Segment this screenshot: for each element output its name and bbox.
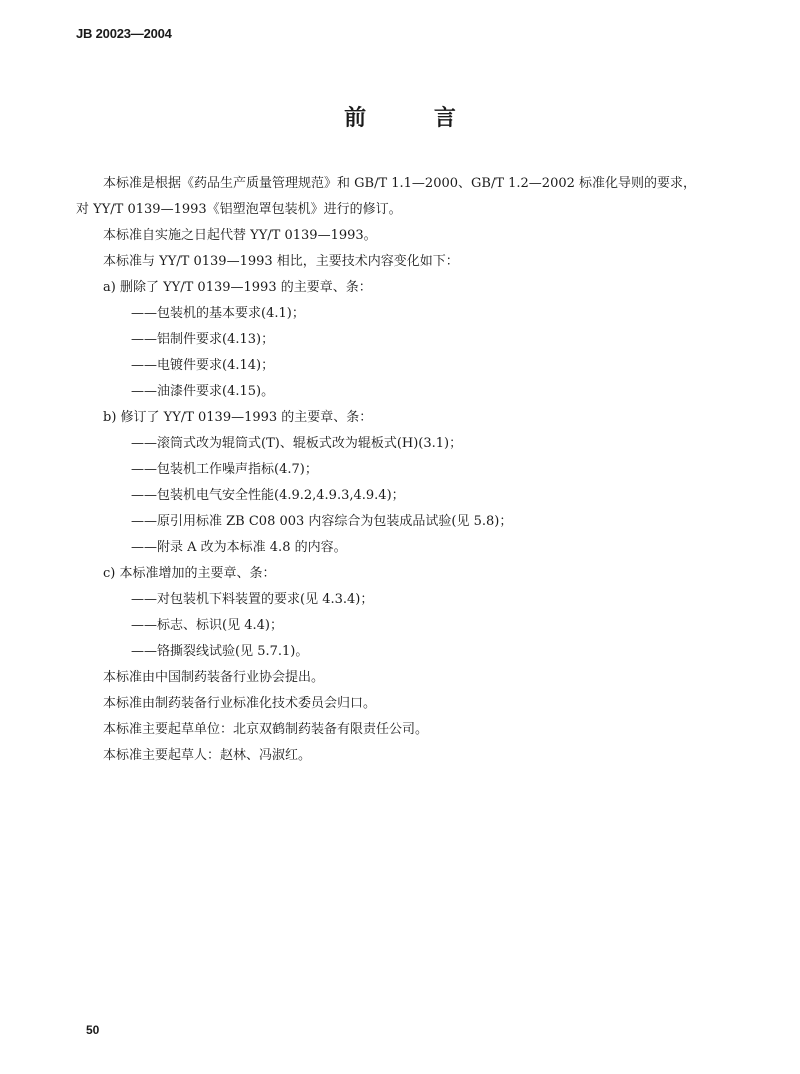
paragraph-line: 本标准由中国制药装备行业协会提出。 [103, 670, 325, 685]
standard-number: JB 20023—2004 [76, 26, 172, 41]
paragraph-line: 对 YY/T 0139—1993《铝塑泡罩包装机》进行的修订。 [76, 202, 402, 217]
paragraph-line: 本标准与 YY/T 0139—1993 相比，主要技术内容变化如下： [103, 254, 459, 269]
list-heading: c) 本标准增加的主要章、条： [103, 566, 276, 581]
paragraph-line: 本标准是根据《药品生产质量管理规范》和 GB/T 1.1—2000、GB/T 1.2—2002 标准化导则的要求， [103, 176, 697, 191]
list-item: ——滚筒式改为辊筒式(T)、辊板式改为辊板式(H)(3.1)； [131, 436, 463, 451]
paragraph-line: 本标准自实施之日起代替 YY/T 0139—1993。 [103, 228, 377, 243]
list-item: ——包装机工作噪声指标(4.7)； [131, 462, 318, 477]
list-item: ——包装机电气安全性能(4.9.2,4.9.3,4.9.4)； [131, 488, 405, 503]
list-heading: a) 删除了 YY/T 0139—1993 的主要章、条： [103, 280, 372, 295]
paragraph-line: 本标准主要起草单位：北京双鹤制药装备有限责任公司。 [103, 722, 429, 737]
page-number: 50 [86, 1023, 100, 1037]
list-item: ——铬撕裂线试验(见 5.7.1)。 [131, 644, 309, 659]
list-heading: b) 修订了 YY/T 0139—1993 的主要章、条： [103, 410, 373, 425]
list-item: ——原引用标准 ZB C08 003 内容综合为包装成品试验(见 5.8)； [131, 514, 513, 529]
paragraph-line: 本标准由制药装备行业标准化技术委员会归口。 [103, 696, 377, 711]
paragraph-line: 本标准主要起草人：赵林、冯淑红。 [103, 748, 312, 763]
list-item: ——电镀件要求(4.14)； [131, 358, 275, 373]
list-item: ——标志、标识(见 4.4)； [131, 618, 283, 633]
list-item: ——铝制件要求(4.13)； [131, 332, 275, 347]
list-item: ——附录 A 改为本标准 4.8 的内容。 [131, 540, 347, 555]
list-item: ——包装机的基本要求(4.1)； [131, 306, 305, 321]
list-item: ——油漆件要求(4.15)。 [131, 384, 275, 399]
page-title: 前 言 [344, 106, 486, 131]
list-item: ——对包装机下料装置的要求(见 4.3.4)； [131, 592, 374, 607]
